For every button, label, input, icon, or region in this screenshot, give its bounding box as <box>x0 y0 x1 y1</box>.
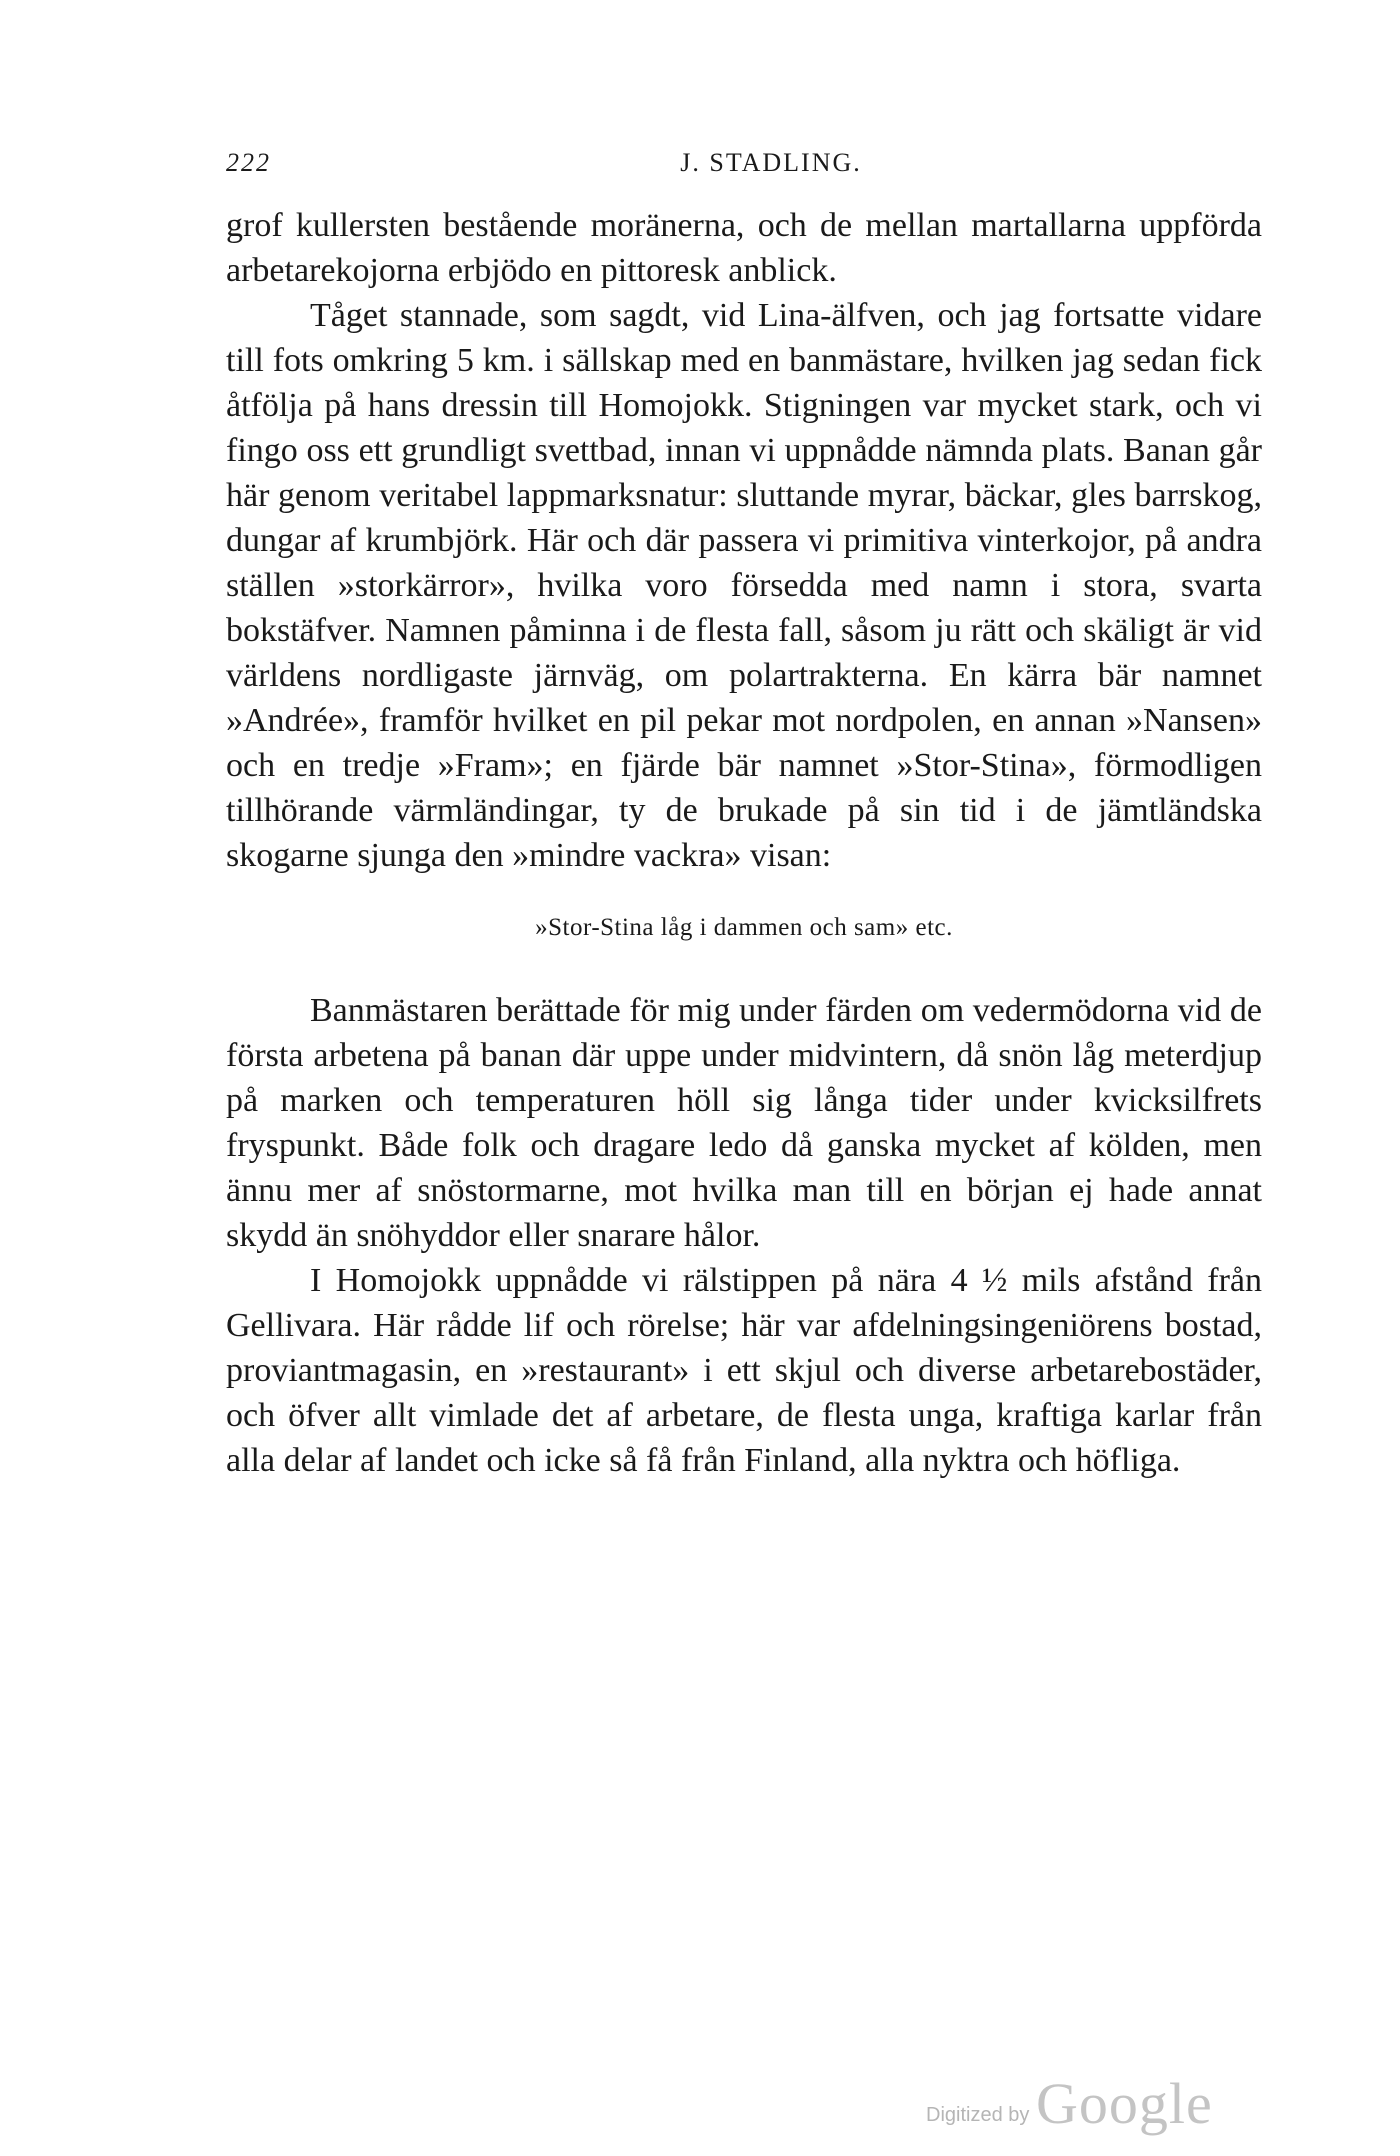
running-head <box>226 148 1266 188</box>
paragraph: I Homojokk uppnådde vi rälstippen på nära 4 ½ mils afstånd från Gellivara. Här rådde lif och rörelse; här var afdelningsingeniörens bostad, proviantmagasin, en »restaurant» i ett skjul och diverse arbetarebostäder, och öfver allt vimlade det af arbetare, de flesta unga, kraftiga karlar från alla delar af landet och icke så få från Finland, alla nyktra och höfliga. <box>226 1262 1262 1479</box>
watermark-prefix: Digitized by <box>926 2104 1030 2126</box>
paragraph: Tåget stannade, som sagdt, vid Lina-älfven, och jag fortsatte vidare till fots omkring 5 km. i sällskap med en banmästare, hvilken jag sedan fick åtfölja på hans dressin till Homojokk. Stigningen var mycket stark, och vi fingo oss ett grundligt svettbad, innan vi uppnådde nämnda plats. Banan går här genom veritabel lappmarksnatur: sluttande myrar, bäckar, gles barrskog, dungar af krumbjörk. Här och där passera vi primitiva vinterkojor, på andra ställen »storkärror», hvilka voro försedda med namn i stora, svarta bokstäfver. Namnen påminna i de flesta fall, såsom ju rätt och skäligt är vid världens nordligaste järnväg, om polartrakterna. En kärra bär namnet »Andrée», framför hvilket en pil pekar mot nordpolen, en annan »Nansen» och en tredje »Fram»; en fjärde bär namnet »Stor-Stina», förmodligen tillhörande värmländingar, ty de brukade på sin tid i de jämtländska skogarne sjunga den »mindre vackra» visan: <box>226 297 1262 874</box>
running-title: J. STADLING. <box>680 148 862 177</box>
digitized-watermark <box>926 2071 1226 2136</box>
body-text <box>226 203 1262 1483</box>
page-number: 222 <box>226 148 271 177</box>
paragraph: grof kullersten bestående moränerna, och de mellan martallarna uppförda arbetarekojorna erbjödo en pittoresk anblick. <box>226 207 1262 289</box>
paragraph: Banmästaren berättade för mig under färden om vedermödorna vid de första arbetena på banan där uppe under midvintern, då snön låg meterdjup på marken och temperaturen höll sig långa tider under kvicksilfrets fryspunkt. Både folk och dragare ledo då ganska mycket af kölden, men ännu mer af snöstormarne, mot hvilka man till en början ej hade annat skydd än snöhyddor eller snarare hålor. <box>226 992 1262 1254</box>
google-logo: Google <box>1036 2071 1213 2136</box>
quoted-verse: »Stor-Stina låg i dammen och sam» etc. <box>535 914 953 941</box>
